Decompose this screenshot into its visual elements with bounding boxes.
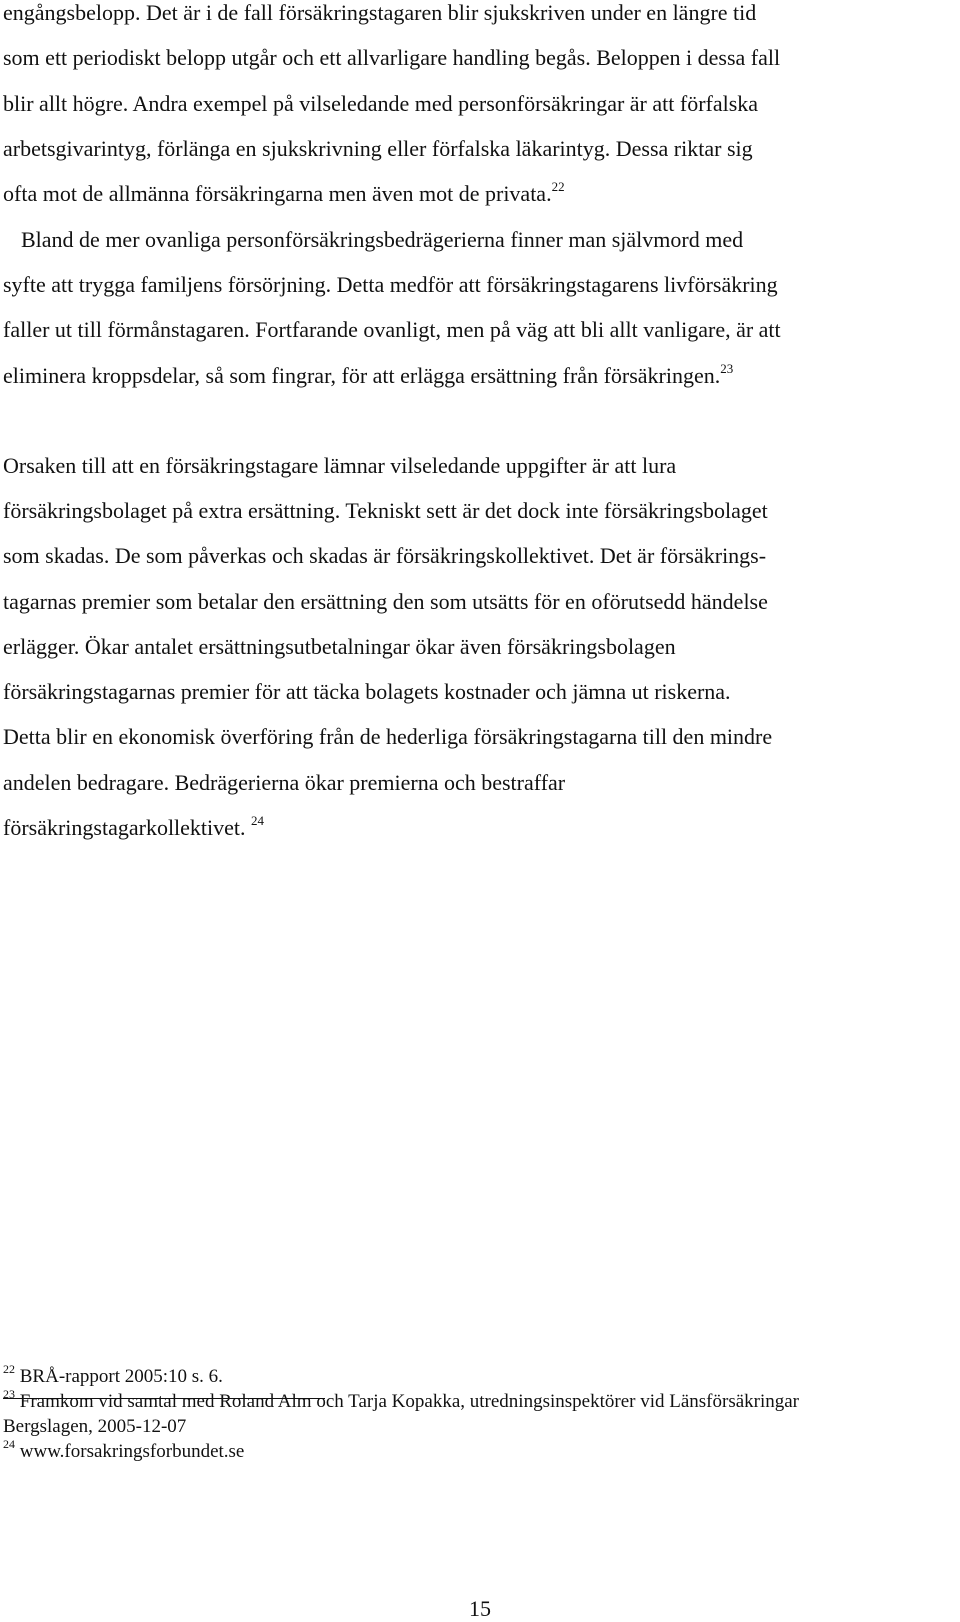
text-line: arbetsgivarintyg, förlänga en sjukskrivning eller förfalska läkarintyg. Dessa riktar sig — [3, 136, 753, 161]
footnote-number: 22 — [3, 1362, 15, 1376]
text-line — [3, 181, 565, 207]
text-line: försäkringsbolaget på extra ersättning. Tekniskt sett är det dock inte försäkringsbolaget — [3, 498, 768, 523]
text-line: försäkringstagarnas premier för att täcka bolagets kostnader och jämna ut riskerna. — [3, 679, 731, 704]
footnote-23 — [3, 1387, 800, 1413]
footnote-text: www.forsakringsforbundet.se — [19, 1441, 245, 1462]
text-line — [3, 815, 264, 841]
footnote-text: Framkom vid samtal med Roland Alm och Tarja Kopakka, utredningsinspektörer vid Länsförsäkringar — [19, 1391, 800, 1412]
text-line: engångsbelopp. Det är i de fall försäkringstagaren blir sjukskriven under en längre tid — [3, 0, 757, 25]
text-line: syfte att trygga familjens försörjning. Detta medför att försäkringstagarens livförsäkring — [3, 272, 778, 297]
footnote-24 — [3, 1437, 245, 1463]
text-line: faller ut till förmånstagaren. Fortfarande ovanligt, men på väg att bli allt vanligare, är att — [3, 317, 781, 342]
footnote-text: BRÅ-rapport 2005:10 s. 6. — [19, 1366, 223, 1387]
text-line — [3, 363, 733, 389]
footnote-ref-23: 23 — [720, 361, 734, 376]
footnote-ref-24: 24 — [251, 813, 265, 828]
text-line: Bland de mer ovanliga personförsäkringsbedrägerierna finner man självmord med — [21, 227, 744, 252]
text-line: erlägger. Ökar antalet ersättningsutbetalningar ökar även försäkringsbolagen — [3, 634, 676, 659]
footnote-23-continued: Bergslagen, 2005-12-07 — [3, 1416, 187, 1437]
footnote-number: 23 — [3, 1387, 15, 1401]
text-line: tagarnas premier som betalar den ersättning den som utsätts för en oförutsedd händelse — [3, 589, 768, 614]
text-line: som ett periodiskt belopp utgår och ett allvarligare handling begås. Beloppen i dessa fall — [3, 45, 781, 70]
footnote-ref-22: 22 — [551, 179, 565, 194]
text-line: blir allt högre. Andra exempel på vilseledande med personförsäkringar är att förfalska — [3, 91, 759, 116]
text-run: försäkringstagarkollektivet. — [3, 815, 252, 840]
text-run: eliminera kroppsdelar, så som fingrar, för att erlägga ersättning från försäkringen. — [3, 363, 721, 388]
footnote-22 — [3, 1362, 223, 1388]
text-line: som skadas. De som påverkas och skadas är försäkringskollektivet. Det är försäkrings- — [3, 543, 767, 568]
text-run: ofta mot de allmänna försäkringarna men även mot de privata. — [3, 181, 552, 206]
text-line: andelen bedragare. Bedrägerierna ökar premierna och bestraffar — [3, 770, 566, 795]
text-line: Orsaken till att en försäkringstagare lämnar vilseledande uppgifter är att lura — [3, 453, 677, 478]
page-number: 15 — [469, 1596, 491, 1621]
footnote-number: 24 — [3, 1437, 15, 1451]
text-line: Detta blir en ekonomisk överföring från de hederliga försäkringstagarna till den mindre — [3, 724, 773, 749]
